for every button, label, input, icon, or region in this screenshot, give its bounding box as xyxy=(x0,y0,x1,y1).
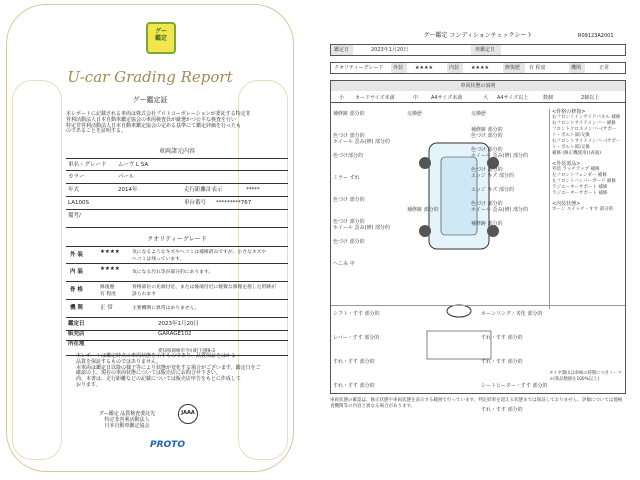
legend-value: A4サイズ未満 xyxy=(431,95,463,101)
quality-desc: 気になるようなキズやヘコミは補修済みですが、小さなキズや xyxy=(132,250,267,255)
damage-note: エッジ キズ 部分的 xyxy=(471,187,514,193)
issue-value: 愛知県岡崎市今川町下園9-3 xyxy=(158,349,215,354)
table-row xyxy=(66,171,288,184)
table-row xyxy=(66,210,288,228)
proto-logo: PROTO xyxy=(150,440,185,450)
badge-bottom: 鑑定 xyxy=(154,35,167,43)
damage-note: 色づけ 部分的 ホイール 歪み(修) 部分的 xyxy=(333,133,390,145)
row-label: 車台番号 xyxy=(184,200,207,206)
tire-note: タイヤ溝山は車検の時期につきノーマル(新品数値を100%以上) xyxy=(549,371,622,382)
jaaa-logo xyxy=(178,404,198,424)
repair-list-title: <骨格の修復> xyxy=(552,109,586,115)
interior-item: ホーン スイッチ・すす 部分的 xyxy=(552,207,614,212)
quality-row xyxy=(66,300,288,318)
legend-key: 大 xyxy=(483,95,489,101)
interior-note: レバー・すす 部分的 xyxy=(333,335,380,341)
grade-name: 内装 xyxy=(449,65,460,71)
table-row xyxy=(66,158,288,171)
damage-note: 色づけ 部分的 ホイール 歪み(修) 部分的 xyxy=(333,219,390,231)
issue-value: GARAGE102 xyxy=(158,331,192,337)
quality-label: 内 装 xyxy=(70,269,83,275)
footer-note: 車両状態の確認は、修正状態や車両状態を表示する範囲で行っています。判定結果を超える状態までは保証しておりません。評価については他検査機関等の内容と異なる場合があります。 xyxy=(330,398,623,409)
report-subtitle: グー鑑定証 xyxy=(132,96,168,104)
quality-row xyxy=(66,246,288,264)
grade-name: 機関 xyxy=(571,65,582,71)
row-value: ムーヴ L SA xyxy=(118,162,149,168)
row-value: *********767 xyxy=(216,200,252,206)
repair-item: 右フロントサイドメンバー(サポート・ボルト部)交換 xyxy=(552,139,621,150)
replace-item: 左フロントフェンダー 補修 xyxy=(552,173,607,178)
quality-desc: 気になる汚れ等が部分的にあります。 xyxy=(132,270,214,275)
issue-label: 販売店 xyxy=(68,331,85,337)
issue-value: 2023年1月20日 xyxy=(158,321,199,327)
legend-value: A4サイズ以上 xyxy=(497,95,529,101)
damage-note: 色づけ 部分的 ホイール 歪み(修) 部分的 xyxy=(471,147,528,159)
notes-left xyxy=(333,111,403,267)
legend-value: 2個以上 xyxy=(581,95,600,101)
legend-key: 数個 xyxy=(543,95,554,101)
repair-item: 右フロントインサイドパネル 補修 xyxy=(552,115,621,120)
wheel-icon xyxy=(419,225,431,237)
issue-label: 所在地 xyxy=(68,341,85,347)
row-label: 年式 xyxy=(68,187,80,193)
row-label: 走行距離計表示 xyxy=(184,187,223,193)
date-row xyxy=(330,44,626,56)
replace-item: ラジエーターサポート 補修 xyxy=(552,185,608,190)
sheet-title: グー鑑定 コンディションチェックシート xyxy=(423,32,533,39)
goo-badge xyxy=(146,22,176,54)
interior-section xyxy=(331,305,625,306)
disclaimer-line: 本レポートは鑑定時点の車両状態を示すものであり、品質保証をはかる xyxy=(76,353,237,359)
damage-note: 色づけ 部分的 xyxy=(333,197,365,203)
repair-item: フロントクロスメンバー(サポート・ボルト部)交換 xyxy=(552,127,617,138)
quality-desc: 診られます xyxy=(132,292,156,297)
quality-header: クオリティーグレード xyxy=(147,236,207,243)
disclaimer-line: 尚、本書は、走行距離などの記載については販売店申告をもとに作成して xyxy=(76,376,241,382)
interior-notes-left xyxy=(333,311,413,389)
row-value: パール xyxy=(118,174,135,180)
grade-value: ★★★★ xyxy=(415,65,433,71)
intro-line: のであることを証明する。 xyxy=(66,128,127,135)
interior-title: <内装状態> xyxy=(552,201,581,207)
damage-note: 交換歴 xyxy=(471,111,487,117)
table-row xyxy=(66,197,288,210)
damage-note: 色づけ部分的 xyxy=(333,153,364,159)
date-value: 2023年1月20日 xyxy=(371,47,409,53)
quality-stars: ★★★★ xyxy=(100,249,120,255)
intro-text xyxy=(66,112,288,135)
grade-name: 修復歴 xyxy=(505,65,521,71)
quality-row xyxy=(66,282,288,300)
quality-desc: 骨格部位の先端付近、または後端付近に軽微な修理を施した形跡が xyxy=(132,285,276,290)
grade-value: 有 程度 xyxy=(529,65,546,71)
replace-item: ラジエーターサポート 補修 xyxy=(552,191,608,196)
quality-label: 外 装 xyxy=(70,252,83,258)
row-label: カラー xyxy=(68,174,85,180)
report-title: U-car Grading Report xyxy=(67,68,233,86)
footer-line: グー鑑定 品質検査委託先 xyxy=(98,411,156,417)
damage-note: 交換歴 xyxy=(407,111,423,117)
legend-key: 小 xyxy=(339,95,345,101)
footer-line: 日本自動車鑑定協会 xyxy=(104,422,150,429)
quality-row xyxy=(66,264,288,282)
quality-desc: 主要機関に異常はありません。 xyxy=(132,306,200,311)
sheet-footer xyxy=(330,398,626,410)
left-ornament xyxy=(12,80,62,460)
interior-note: ホーンリング・劣化 部分的 xyxy=(481,311,543,317)
quality-table xyxy=(66,246,288,318)
row-value: LA100S xyxy=(68,200,89,206)
interior-note: すれ・すす 部分的 xyxy=(333,383,375,389)
disclaimer-line: 確認の上、現在の車両状態については販売店にお問合せ下さい。 xyxy=(76,370,221,377)
date-label: 鑑定日 xyxy=(334,47,350,53)
interior-note: すれ・すす 部分的 xyxy=(481,407,523,413)
grade-value: ★★★★ xyxy=(471,65,489,71)
recheck-label: 再鑑定日 xyxy=(475,47,496,53)
quality-desc: ヘコミは残っています。 xyxy=(132,257,185,262)
interior-note: すれ・すす 部分的 xyxy=(481,335,523,341)
quality-stars: 正 常 xyxy=(100,305,113,311)
grade-name: 外装 xyxy=(393,65,404,71)
interior-note: すれ・すす 部分的 xyxy=(481,359,523,365)
footer-org xyxy=(82,412,172,429)
badge-top: グー xyxy=(154,28,167,35)
interior-note: シートヒーター・すす 部分的 xyxy=(481,383,548,389)
repair-list xyxy=(549,109,623,309)
vehicle-header: 車両諸元内容 xyxy=(158,148,195,155)
replace-item: 左フロントバンパーガード 補修 xyxy=(552,179,616,184)
disclaimer-line: おります。 xyxy=(76,381,101,388)
jaaa-label: JAAA xyxy=(181,410,195,416)
disclaimer-line: 本車両は鑑定日以降の様子等により状態が変化する場合がございます。鑑定日をご xyxy=(76,364,261,371)
doc-id: R09123A2001 xyxy=(578,33,614,39)
row-label: 備考/ xyxy=(68,213,81,219)
damage-note: 色づけ 部分的 エッジ キズ 部分的 xyxy=(471,167,514,179)
notes-right xyxy=(471,111,541,227)
tire-note-box xyxy=(549,371,623,383)
table-row xyxy=(66,184,288,197)
size-legend xyxy=(331,93,625,103)
footer-line: 特定非営利活動法人 xyxy=(104,416,150,423)
repair-item: 右フロントサイドメンバー 補修 xyxy=(552,121,616,126)
check-sheet xyxy=(318,0,640,480)
legend-key: 中 xyxy=(413,95,419,101)
quality-stars: ★★★★ xyxy=(100,266,120,272)
row-label: 車名・グレード xyxy=(68,162,107,168)
disclaimer-line: 品質を保証するものではありません。 xyxy=(76,358,162,365)
issue-label: 鑑定日 xyxy=(68,321,85,327)
replace-item: 外装 ラッチアップ 補修 xyxy=(552,167,600,172)
damage-note: 補修跡 部分的 xyxy=(407,207,439,213)
damage-note: 色づけ 部分的 xyxy=(333,239,365,245)
interior-note: すれ・すす 部分的 xyxy=(333,359,375,365)
quality-stars: 修復歴 有 程度 xyxy=(100,285,116,297)
interior-note: シフト・すす 部分的 xyxy=(333,311,380,317)
steering-wheel-icon xyxy=(447,305,471,317)
notes-mid xyxy=(407,111,447,213)
grade-value: 正常 xyxy=(599,65,610,71)
quality-label: 骨 格 xyxy=(70,287,83,293)
repair-item: 補修 (修正機使用)(表面) xyxy=(552,151,601,156)
row-value: ***** xyxy=(246,187,260,193)
replace-list-title: <外装部品> xyxy=(552,161,581,167)
grade-row xyxy=(330,62,626,74)
row-value: 2014年 xyxy=(118,187,138,193)
disclaimer xyxy=(76,354,276,389)
state-header: 車両状態の説明 xyxy=(460,83,496,89)
damage-note: ミラー ずれ xyxy=(333,175,360,181)
quality-label: 機 関 xyxy=(70,305,83,311)
intro-line: 特定非営利活動法人日本自動車鑑定協会の定める基準にて鑑定評価を行ったも xyxy=(66,122,242,129)
legend-value: カードサイズ未満 xyxy=(355,95,395,101)
intro-line: 本レポートに記載される車両は株式会社プロトコーポレーションが委託する特定非 xyxy=(66,111,251,117)
damage-note: 補修跡 部分的 xyxy=(333,111,365,117)
damage-note: 補修跡 部分的 xyxy=(471,221,503,227)
damage-note: へこみ 中 xyxy=(333,261,355,267)
damage-note: 補修跡 部分的 色づけ 部分的 xyxy=(471,127,503,139)
certificate xyxy=(0,0,300,480)
grade-label: クオリティーグレード xyxy=(334,65,384,71)
damage-note: 色づけ 部分的 ホイール 歪み(修) 部分的 xyxy=(471,201,528,213)
intro-line: 営利活動法人日本自動車鑑定協会の車両検査員が厳選かつ公平な検査を行い xyxy=(66,116,237,123)
